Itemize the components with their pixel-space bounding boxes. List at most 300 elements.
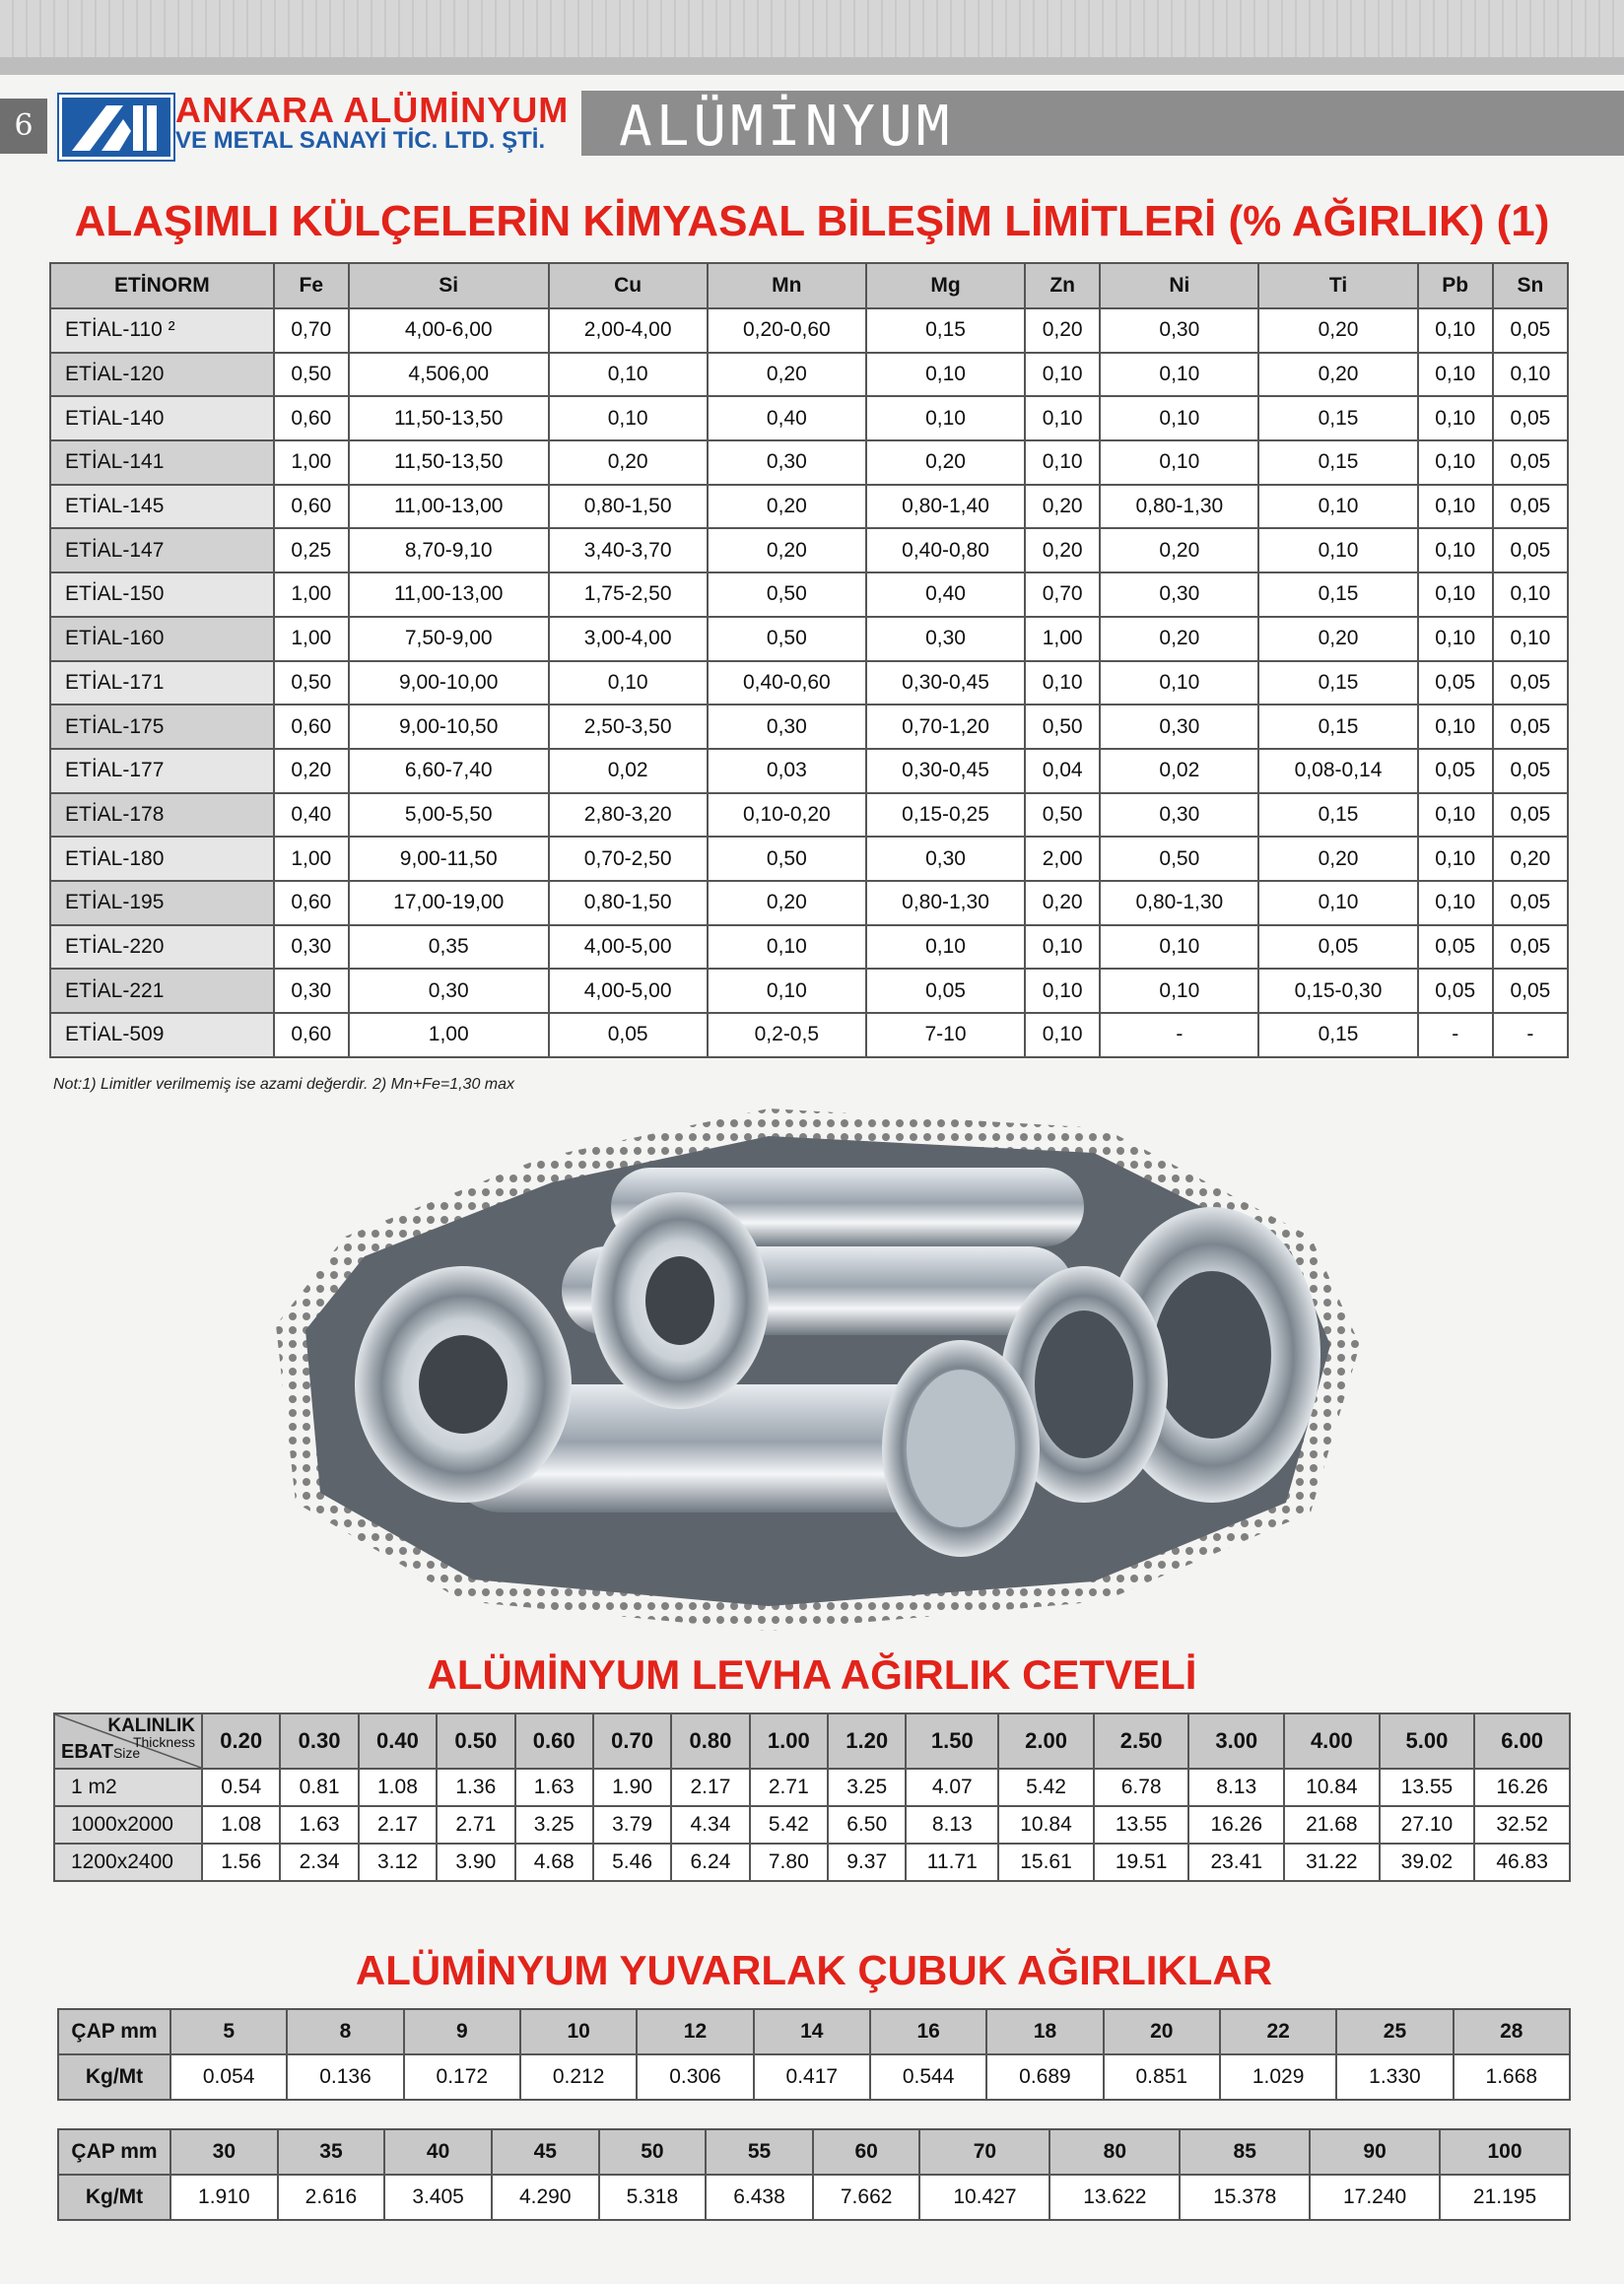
- alloy-name: ETİAL-140: [50, 396, 274, 440]
- table-cell: 23.41: [1188, 1844, 1284, 1881]
- table-cell: 4,00-5,00: [549, 969, 708, 1013]
- table-cell: 11,50-13,50: [349, 396, 549, 440]
- alloy-name: ETİAL-145: [50, 485, 274, 529]
- table-cell: 4.07: [906, 1769, 998, 1806]
- table-cell: 0,20: [1100, 617, 1258, 661]
- table-row: [54, 1844, 1570, 1881]
- table-row: [54, 1806, 1570, 1844]
- alloy-name: ETİAL-221: [50, 969, 274, 1013]
- table-cell: 0,20: [708, 485, 866, 529]
- table-cell: 11,00-13,00: [349, 485, 549, 529]
- table-cell: 1,00: [274, 440, 349, 485]
- table-cell: 0,20: [1025, 881, 1100, 925]
- diameter-cell: 10: [520, 2009, 637, 2054]
- diameter-cell: 50: [599, 2129, 707, 2175]
- table-cell: 0,20: [1258, 837, 1417, 881]
- table-row: [50, 440, 1568, 485]
- table-cell: 1.63: [280, 1806, 358, 1844]
- company-name: [175, 90, 570, 154]
- table-cell: 0,10: [866, 396, 1025, 440]
- diameter-cell: 45: [492, 2129, 599, 2175]
- table-cell: 0,70-2,50: [549, 837, 708, 881]
- table-cell: 0,05: [1493, 440, 1568, 485]
- table-row: [50, 528, 1568, 572]
- weight-cell: 1.668: [1454, 2054, 1570, 2100]
- table-cell: 3,40-3,70: [549, 528, 708, 572]
- table-cell: 9,00-10,00: [349, 661, 549, 705]
- table-cell: 0,50: [1100, 837, 1258, 881]
- thickness-header: 4.00: [1284, 1713, 1380, 1769]
- alloy-name: ETİAL-178: [50, 793, 274, 838]
- section-band: [581, 91, 1624, 159]
- table-cell: 0,20: [549, 440, 708, 485]
- table-cell: 7,50-9,00: [349, 617, 549, 661]
- table-cell: 0,05: [1493, 528, 1568, 572]
- table-cell: 0,20: [708, 528, 866, 572]
- table-cell: 16.26: [1474, 1769, 1570, 1806]
- diameter-cell: 28: [1454, 2009, 1570, 2054]
- table-cell: 10.84: [998, 1806, 1094, 1844]
- table-cell: 0,10: [1100, 661, 1258, 705]
- kg-label: Kg/Mt: [58, 2175, 170, 2220]
- thickness-header: 2.50: [1094, 1713, 1189, 1769]
- table-cell: 0,70: [274, 308, 349, 353]
- table-cell: 0,05: [1418, 925, 1493, 970]
- composition-table: [49, 262, 1569, 1058]
- table-cell: 0,10: [866, 925, 1025, 970]
- diameter-cell: 40: [384, 2129, 492, 2175]
- table-cell: 0,30-0,45: [866, 661, 1025, 705]
- table-cell: 0,80-1,30: [1100, 881, 1258, 925]
- diameter-cell: 35: [278, 2129, 385, 2175]
- diameter-cell: 14: [754, 2009, 870, 2054]
- weight-cell: 0.172: [404, 2054, 520, 2100]
- table-cell: 9,00-11,50: [349, 837, 549, 881]
- table-cell: 0,10: [708, 969, 866, 1013]
- table-cell: 0,20: [1025, 485, 1100, 529]
- weight-cell: 5.318: [599, 2175, 707, 2220]
- table-cell: 0,10: [1025, 661, 1100, 705]
- table-cell: 0,20: [866, 440, 1025, 485]
- alloy-name: ETİAL-195: [50, 881, 274, 925]
- cubuk-table-1: [57, 2008, 1571, 2101]
- composition-title: ALAŞIMLI KÜLÇELERİN KİMYASAL BİLEŞİM LİMİTLERİ (% AĞIRLIK) (1): [74, 197, 1550, 245]
- table-cell: 0,10: [1025, 353, 1100, 397]
- table-cell: 9,00-10,50: [349, 705, 549, 749]
- cubuk2-weight-row: [58, 2175, 1570, 2220]
- table-cell: 13.55: [1380, 1769, 1475, 1806]
- table-cell: 2.71: [437, 1806, 514, 1844]
- page-number: 6: [0, 99, 47, 154]
- weight-cell: 1.330: [1336, 2054, 1453, 2100]
- table-cell: 5,00-5,50: [349, 793, 549, 838]
- table-cell: 0,20-0,60: [708, 308, 866, 353]
- thickness-header: 0.70: [593, 1713, 671, 1769]
- weight-cell: 0.136: [287, 2054, 403, 2100]
- table-cell: 0,2-0,5: [708, 1013, 866, 1057]
- table-cell: 0,20: [708, 353, 866, 397]
- table-cell: -: [1418, 1013, 1493, 1057]
- kg-label: Kg/Mt: [58, 2054, 170, 2100]
- table-cell: 0,15: [1258, 572, 1417, 617]
- weight-cell: 0.851: [1104, 2054, 1220, 2100]
- table-row: [50, 353, 1568, 397]
- cubuk1-diameter-row: [58, 2009, 1570, 2054]
- column-header: Zn: [1025, 263, 1100, 308]
- table-cell: 0,10: [1418, 528, 1493, 572]
- table-cell: 2.34: [280, 1844, 358, 1881]
- table-cell: 0,02: [1100, 749, 1258, 793]
- company-name-line2: VE METAL SANAYİ TİC. LTD. ŞTİ.: [175, 127, 546, 154]
- cap-label: ÇAP mm: [58, 2129, 170, 2175]
- table-cell: 3.79: [593, 1806, 671, 1844]
- table-cell: 0,10: [1100, 440, 1258, 485]
- table-cell: 0,50: [708, 572, 866, 617]
- table-row: [50, 793, 1568, 838]
- table-cell: 7.80: [750, 1844, 828, 1881]
- diameter-cell: 25: [1336, 2009, 1453, 2054]
- table-cell: 1.56: [202, 1844, 280, 1881]
- table-cell: 0,30: [708, 440, 866, 485]
- table-cell: 0,10: [1493, 353, 1568, 397]
- thickness-header: 0.80: [671, 1713, 749, 1769]
- table-cell: 0,10: [1418, 837, 1493, 881]
- table-cell: 0,50: [274, 661, 349, 705]
- table-cell: 1,75-2,50: [549, 572, 708, 617]
- table-row: [50, 837, 1568, 881]
- table-cell: 31.22: [1284, 1844, 1380, 1881]
- table-cell: 2,00: [1025, 837, 1100, 881]
- table-cell: 0,10: [1418, 793, 1493, 838]
- table-cell: 0,10: [1100, 353, 1258, 397]
- weight-cell: 0.417: [754, 2054, 870, 2100]
- column-header: Ni: [1100, 263, 1258, 308]
- table-cell: 0,10: [1418, 572, 1493, 617]
- alloy-name: ETİAL-147: [50, 528, 274, 572]
- company-name-line1: ANKARA ALÜMİNYUM: [175, 90, 570, 130]
- alloy-name: ETİAL-110 ²: [50, 308, 274, 353]
- table-cell: 4,00-5,00: [549, 925, 708, 970]
- table-cell: 10.84: [1284, 1769, 1380, 1806]
- table-cell: 39.02: [1380, 1844, 1475, 1881]
- table-cell: 0,30: [708, 705, 866, 749]
- table-cell: 0,10: [1025, 1013, 1100, 1057]
- weight-cell: 15.378: [1180, 2175, 1310, 2220]
- table-cell: 0,15: [1258, 1013, 1417, 1057]
- table-cell: 0,20: [1258, 353, 1417, 397]
- corner-thickness-sub: Thickness: [132, 1734, 195, 1750]
- table-cell: 0,30: [1100, 308, 1258, 353]
- table-row: [50, 969, 1568, 1013]
- table-cell: 0,10: [549, 661, 708, 705]
- alloy-name: ETİAL-177: [50, 749, 274, 793]
- table-cell: 6.50: [828, 1806, 906, 1844]
- section-title: ALÜMİNYUM: [619, 95, 954, 159]
- table-cell: 0,03: [708, 749, 866, 793]
- table-cell: 11.71: [906, 1844, 998, 1881]
- table-cell: 8.13: [1188, 1769, 1284, 1806]
- table-cell: 0,08-0,14: [1258, 749, 1417, 793]
- table-cell: 1.90: [593, 1769, 671, 1806]
- table-cell: 0,25: [274, 528, 349, 572]
- size-label: 1200x2400: [54, 1844, 202, 1881]
- diameter-cell: 55: [706, 2129, 813, 2175]
- column-header: Sn: [1493, 263, 1568, 308]
- table-cell: 0,15-0,25: [866, 793, 1025, 838]
- table-cell: 0,30: [866, 617, 1025, 661]
- table-cell: 3.25: [828, 1769, 906, 1806]
- table-cell: 0,05: [1493, 485, 1568, 529]
- table-cell: 0,10: [1025, 925, 1100, 970]
- table-cell: 0,20: [1100, 528, 1258, 572]
- thickness-header: 0.30: [280, 1713, 358, 1769]
- table-cell: 0,10: [1418, 617, 1493, 661]
- weight-cell: 21.195: [1440, 2175, 1570, 2220]
- cubuk1-weight-row: [58, 2054, 1570, 2100]
- cubuk-table-2: [57, 2128, 1571, 2221]
- weight-cell: 17.240: [1310, 2175, 1440, 2220]
- table-cell: 0,10-0,20: [708, 793, 866, 838]
- thickness-header: 2.00: [998, 1713, 1094, 1769]
- table-cell: 0,05: [1418, 661, 1493, 705]
- table-cell: 0,40-0,80: [866, 528, 1025, 572]
- table-cell: 4,506,00: [349, 353, 549, 397]
- table-cell: 0,05: [1493, 396, 1568, 440]
- table-cell: 0,60: [274, 396, 349, 440]
- table-cell: 0,80-1,40: [866, 485, 1025, 529]
- table-cell: 2.17: [671, 1769, 749, 1806]
- column-header: Ti: [1258, 263, 1417, 308]
- table-cell: 0.54: [202, 1769, 280, 1806]
- table-cell: 0,30: [349, 969, 549, 1013]
- thickness-header: 0.50: [437, 1713, 514, 1769]
- weight-cell: 0.306: [637, 2054, 753, 2100]
- table-cell: 0,15: [1258, 793, 1417, 838]
- table-cell: 0,10: [1493, 572, 1568, 617]
- weight-cell: 3.405: [384, 2175, 492, 2220]
- corner-size-label: EBAT: [61, 1741, 113, 1763]
- table-cell: 11,50-13,50: [349, 440, 549, 485]
- levha-table: [53, 1713, 1571, 1882]
- table-cell: 0,50: [1025, 705, 1100, 749]
- table-row: [54, 1769, 1570, 1806]
- table-row: [50, 485, 1568, 529]
- diameter-cell: 20: [1104, 2009, 1220, 2054]
- table-cell: 0,50: [708, 617, 866, 661]
- table-cell: 0,10: [1100, 396, 1258, 440]
- weight-cell: 0.054: [170, 2054, 287, 2100]
- table-cell: 0,05: [1418, 749, 1493, 793]
- diameter-cell: 9: [404, 2009, 520, 2054]
- table-cell: 0,80-1,30: [866, 881, 1025, 925]
- corner-thickness-label: KALINLIK: [107, 1715, 195, 1736]
- table-cell: 0,10: [1100, 925, 1258, 970]
- weight-cell: 4.290: [492, 2175, 599, 2220]
- weight-cell: 10.427: [919, 2175, 1049, 2220]
- thickness-header: 1.50: [906, 1713, 998, 1769]
- table-cell: 2,00-4,00: [549, 308, 708, 353]
- diameter-cell: 85: [1180, 2129, 1310, 2175]
- levha-title: ALÜMİNYUM LEVHA AĞIRLIK CETVELİ: [427, 1651, 1197, 1698]
- table-cell: 6,60-7,40: [349, 749, 549, 793]
- table-cell: 0,05: [866, 969, 1025, 1013]
- table-cell: 5.42: [750, 1806, 828, 1844]
- table-cell: 7-10: [866, 1013, 1025, 1057]
- table-cell: 0,10: [1258, 881, 1417, 925]
- alloy-name: ETİAL-120: [50, 353, 274, 397]
- corner-size: [61, 1741, 140, 1764]
- table-cell: 0,10: [549, 353, 708, 397]
- table-cell: 6.24: [671, 1844, 749, 1881]
- thickness-header: 0.40: [359, 1713, 437, 1769]
- table-cell: 4,00-6,00: [349, 308, 549, 353]
- table-cell: 13.55: [1094, 1806, 1189, 1844]
- corner-size-sub: Size: [112, 1745, 141, 1761]
- weight-cell: 1.029: [1220, 2054, 1336, 2100]
- column-header: ETİNORM: [50, 263, 274, 308]
- alloy-name: ETİAL-160: [50, 617, 274, 661]
- diameter-cell: 12: [637, 2009, 753, 2054]
- table-cell: 0,05: [1493, 969, 1568, 1013]
- diameter-cell: 100: [1440, 2129, 1570, 2175]
- table-cell: 1,00: [1025, 617, 1100, 661]
- diameter-cell: 8: [287, 2009, 403, 2054]
- weight-cell: 1.910: [170, 2175, 278, 2220]
- table-cell: 27.10: [1380, 1806, 1475, 1844]
- table-cell: 0,10: [1258, 528, 1417, 572]
- table-cell: 0,15-0,30: [1258, 969, 1417, 1013]
- alloy-name: ETİAL-150: [50, 572, 274, 617]
- aluminum-coils-photo: [217, 1089, 1370, 1641]
- table-cell: 46.83: [1474, 1844, 1570, 1881]
- alloy-name: ETİAL-220: [50, 925, 274, 970]
- diameter-cell: 30: [170, 2129, 278, 2175]
- table-cell: 4.68: [515, 1844, 593, 1881]
- table-cell: 0,05: [1493, 925, 1568, 970]
- thickness-header: 0.60: [515, 1713, 593, 1769]
- table-cell: 0,10: [708, 925, 866, 970]
- table-cell: 0,05: [1493, 661, 1568, 705]
- table-cell: 1,00: [274, 617, 349, 661]
- table-cell: 15.61: [998, 1844, 1094, 1881]
- table-cell: 0,10: [1025, 396, 1100, 440]
- table-cell: 0,10: [1025, 440, 1100, 485]
- table-cell: 4.34: [671, 1806, 749, 1844]
- table-cell: 0,30: [274, 969, 349, 1013]
- table-cell: 0,60: [274, 1013, 349, 1057]
- table-cell: 0,20: [1258, 617, 1417, 661]
- alloy-name: ETİAL-180: [50, 837, 274, 881]
- table-cell: 0,20: [1025, 308, 1100, 353]
- table-cell: 0,04: [1025, 749, 1100, 793]
- table-cell: 0,20: [1493, 837, 1568, 881]
- table-cell: 5.42: [998, 1769, 1094, 1806]
- table-cell: 0,40: [708, 396, 866, 440]
- table-cell: 0,40-0,60: [708, 661, 866, 705]
- table-cell: 6.78: [1094, 1769, 1189, 1806]
- table-cell: 1,00: [349, 1013, 549, 1057]
- table-row: [50, 749, 1568, 793]
- table-cell: 3.25: [515, 1806, 593, 1844]
- table-cell: 1,00: [274, 572, 349, 617]
- table-row: [50, 572, 1568, 617]
- table-cell: 0,30: [274, 925, 349, 970]
- top-stripe-band: [0, 57, 1624, 75]
- table-cell: 0,30: [1100, 705, 1258, 749]
- diameter-cell: 70: [919, 2129, 1049, 2175]
- table-cell: 3.12: [359, 1844, 437, 1881]
- table-cell: 0,50: [274, 353, 349, 397]
- size-label: 1 m2: [54, 1769, 202, 1806]
- thickness-header: 0.20: [202, 1713, 280, 1769]
- table-cell: 0,30-0,45: [866, 749, 1025, 793]
- table-row: [50, 396, 1568, 440]
- table-cell: 3.90: [437, 1844, 514, 1881]
- table-cell: 0,05: [1493, 705, 1568, 749]
- table-row: [50, 617, 1568, 661]
- weight-cell: 7.662: [813, 2175, 920, 2220]
- table-cell: 0,70-1,20: [866, 705, 1025, 749]
- table-cell: 0,35: [349, 925, 549, 970]
- table-cell: 8.13: [906, 1806, 998, 1844]
- table-cell: 0,10: [1418, 881, 1493, 925]
- weight-cell: 0.544: [870, 2054, 986, 2100]
- weight-cell: 0.689: [986, 2054, 1103, 2100]
- table-cell: 0,40: [866, 572, 1025, 617]
- table-cell: 19.51: [1094, 1844, 1189, 1881]
- diameter-cell: 22: [1220, 2009, 1336, 2054]
- column-header: Mn: [708, 263, 866, 308]
- column-header: Mg: [866, 263, 1025, 308]
- table-cell: 0,15: [1258, 705, 1417, 749]
- table-cell: 21.68: [1284, 1806, 1380, 1844]
- table-cell: -: [1493, 1013, 1568, 1057]
- table-cell: 0,80-1,50: [549, 485, 708, 529]
- table-cell: 0,10: [1100, 969, 1258, 1013]
- weight-cell: 0.212: [520, 2054, 637, 2100]
- table-cell: 0,10: [549, 396, 708, 440]
- table-cell: 0,60: [274, 485, 349, 529]
- cubuk-title: ALÜMİNYUM YUVARLAK ÇUBUK AĞIRLIKLAR: [355, 1947, 1273, 1993]
- diameter-cell: 80: [1049, 2129, 1180, 2175]
- table-cell: 1,00: [274, 837, 349, 881]
- table-cell: 0,60: [274, 705, 349, 749]
- table-cell: -: [1100, 1013, 1258, 1057]
- diameter-cell: 16: [870, 2009, 986, 2054]
- table-cell: 1.36: [437, 1769, 514, 1806]
- thickness-header: 3.00: [1188, 1713, 1284, 1769]
- table-cell: 2.17: [359, 1806, 437, 1844]
- table-cell: 8,70-9,10: [349, 528, 549, 572]
- table-cell: 0,60: [274, 881, 349, 925]
- table-cell: 0,30: [1100, 572, 1258, 617]
- table-cell: 32.52: [1474, 1806, 1570, 1844]
- table-cell: 0,10: [1418, 308, 1493, 353]
- table-cell: 0,05: [1418, 969, 1493, 1013]
- table-cell: 0,05: [1493, 793, 1568, 838]
- table-cell: 16.26: [1188, 1806, 1284, 1844]
- table-row: [50, 705, 1568, 749]
- size-label: 1000x2000: [54, 1806, 202, 1844]
- diameter-cell: 60: [813, 2129, 920, 2175]
- thickness-header: 1.20: [828, 1713, 906, 1769]
- diameter-cell: 18: [986, 2009, 1103, 2054]
- table-row: [50, 925, 1568, 970]
- table-cell: 0,05: [1258, 925, 1417, 970]
- table-cell: 11,00-13,00: [349, 572, 549, 617]
- alloy-name: ETİAL-141: [50, 440, 274, 485]
- table-cell: 0,05: [1493, 749, 1568, 793]
